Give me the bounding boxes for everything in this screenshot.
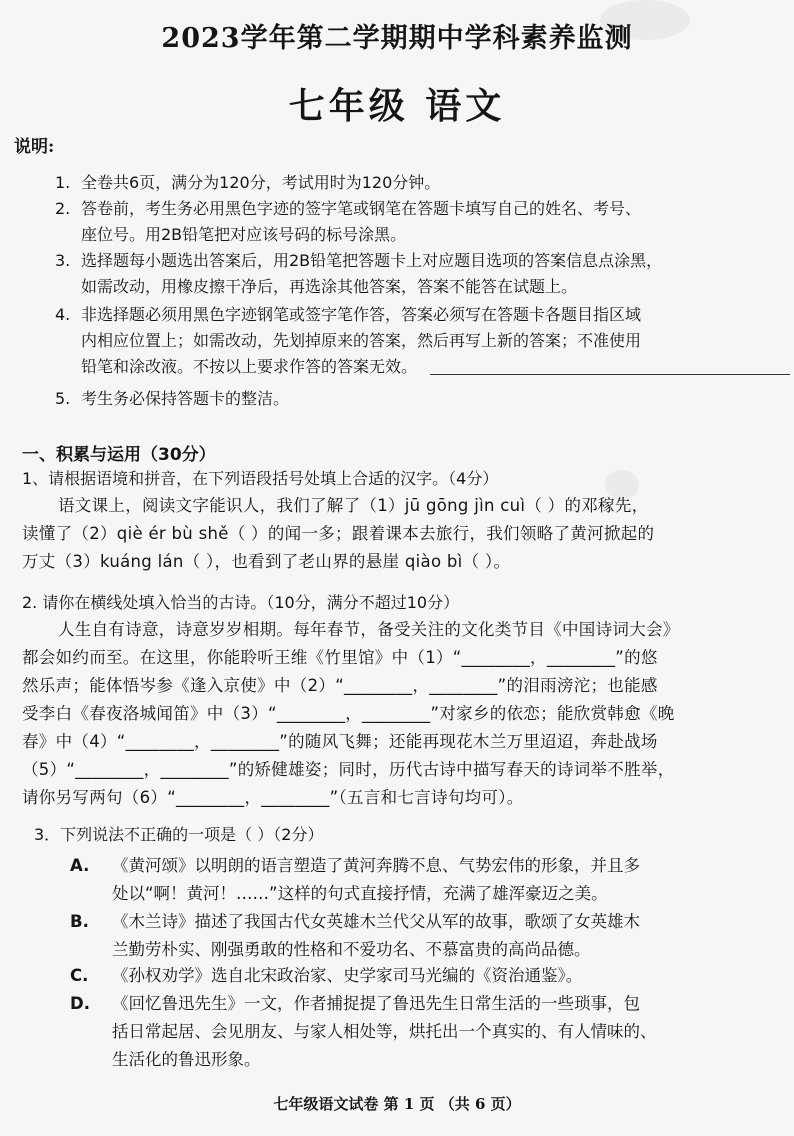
instruction-item: 5. 考生务必保持答题卡的整洁。 bbox=[55, 389, 290, 408]
question-1-line: 读懂了（2）qiè ér bù shě（ ）的闻一多；跟着课本去旅行，我们领略了黄河掀起的 bbox=[22, 524, 655, 543]
pencil-underline bbox=[430, 374, 790, 375]
option-d-line: 生活化的鲁迅形象。 bbox=[112, 1050, 261, 1069]
question-1-line: 语文课上，阅读文字能识人，我们了解了（1）jū gōng jìn cuì（ ）的邓稼先， bbox=[58, 496, 649, 515]
question-2-line: 然乐声；能体悟岑参《逢入京使》中（2）“________，________”的泪雨滂沱；也能感 bbox=[22, 676, 658, 695]
option-d-line: 括日常起居、会见朋友、与家人相处等，烘托出一个真实的、有人情味的、 bbox=[112, 1022, 657, 1041]
section-heading: 一、积累与运用（30分） bbox=[22, 445, 216, 465]
instruction-item: 2. 答卷前，考生务必用黑色字迹的签字笔或钢笔在答题卡填写自己的姓名、考号、 bbox=[55, 199, 642, 218]
option-b-line: 兰勤劳朴实、刚强勇敢的性格和不爱功名、不慕富贵的高尚品德。 bbox=[112, 940, 591, 959]
instruction-line: 铅笔和涂改液。不按以上要求作答的答案无效。 bbox=[81, 357, 418, 376]
question-2-line: 都会如约而至。在这里，你能聆听王维《竹里馆》中（1）“________，________”的悠 bbox=[22, 648, 658, 667]
question-2-prompt: 2. 请你在横线处填入恰当的古诗。（10分，满分不超过10分） bbox=[22, 593, 460, 612]
instruction-item: 3. 选择题每小题选出答案后，用2B铅笔把答题卡上对应题目选项的答案信息点涂黑， bbox=[55, 251, 663, 270]
option-b: B. 《木兰诗》描述了我国古代女英雄木兰代父从军的故事，歌颂了女英雄木 bbox=[70, 912, 640, 931]
question-1-line: 万丈（3）kuáng lán（ ），也看到了老山界的悬崖 qiào bì（ ）。 bbox=[22, 552, 511, 571]
option-c: C. 《孙权劝学》选自北宋政治家、史学家司马光编的《资治通鉴》。 bbox=[70, 966, 583, 985]
instruction-item: 1. 全卷共6页，满分为120分，考试用时为120分钟。 bbox=[55, 173, 441, 192]
page-footer: 七年级语文试卷 第 1 页 （共 6 页） bbox=[273, 1095, 521, 1113]
question-3-prompt: 3．下列说法不正确的一项是（ ）（2分） bbox=[34, 825, 324, 844]
instruction-line: 如需改动，用橡皮擦干净后，再选涂其他答案，答案不能答在试题上。 bbox=[81, 277, 578, 296]
question-2-line: 受李白《春夜洛城闻笛》中（3）“________，________”对家乡的依恋；能欣赏韩愈《晚 bbox=[22, 704, 675, 723]
instruction-line: 内相应位置上；如需改动，先划掉原来的答案，然后再写上新的答案；不准使用 bbox=[81, 331, 642, 350]
instruction-line: 座位号。用2B铅笔把对应该号码的标号涂黑。 bbox=[81, 225, 407, 244]
question-2-line: 请你另写两句（6）“________，________”（五言和七言诗句均可）。 bbox=[22, 788, 524, 807]
instruction-item: 4. 非选择题必须用黑色字迹钢笔或签字笔作答，答案必须写在答题卡各题目指区域 bbox=[55, 305, 642, 324]
question-2-line: 春》中（4）“________，________”的随风飞舞；还能再现花木兰万里迢迢，奔赴战场 bbox=[22, 732, 658, 751]
exam-title: 2023学年第二学期期中学科素养监测 bbox=[161, 23, 633, 54]
question-2-line: 人生自有诗意，诗意岁岁相期。每年春节，备受关注的文化类节目《中国诗词大会》 bbox=[58, 620, 680, 639]
question-1-prompt: 1、请根据语境和拼音，在下列语段括号处填上合适的汉字。（4分） bbox=[22, 469, 499, 488]
option-a-line: 处以“啊！黄河！……”这样的句式直接抒情，充满了雄浑豪迈之美。 bbox=[112, 884, 608, 903]
instructions-label: 说明: bbox=[14, 137, 55, 157]
question-2-line: （5）“________，________”的矫健雄姿；同时，历代古诗中描写春天的诗词举不胜举， bbox=[22, 760, 675, 779]
option-d: D. 《回忆鲁迅先生》一文，作者捕捉提了鲁迅先生日常生活的一些琐事，包 bbox=[70, 994, 640, 1013]
option-a: A. 《黄河颂》以明朗的语言塑造了黄河奔腾不息、气势宏伟的形象，并且多 bbox=[70, 856, 640, 875]
exam-subtitle: 七年级 语文 bbox=[288, 85, 506, 127]
